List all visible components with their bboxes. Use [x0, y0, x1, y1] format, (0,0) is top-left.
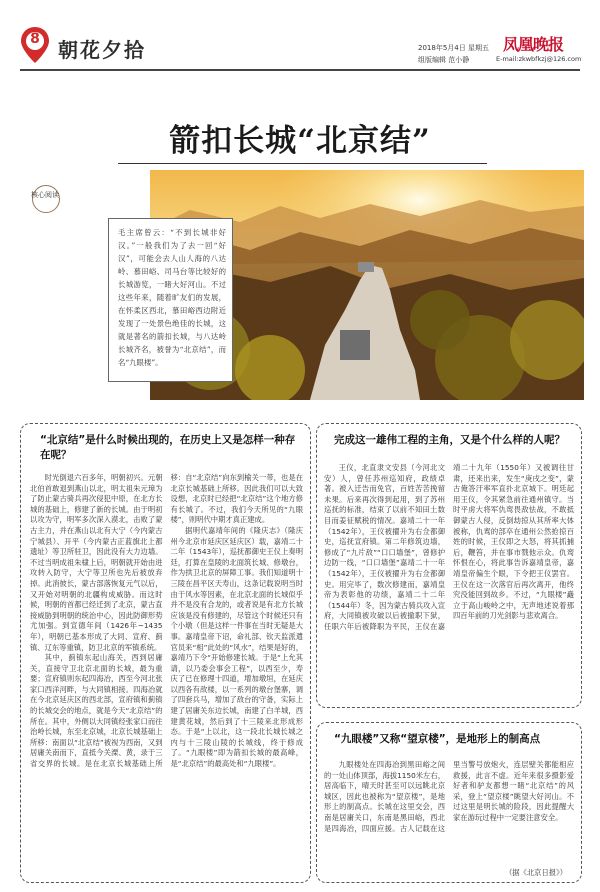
article-title: 箭扣长城“北京结”: [169, 123, 431, 159]
column-name: 朝花夕拾: [58, 38, 146, 62]
section-1-paragraph: 其中，蓟镇东起山海关，西到居庸关，直接守卫北京北面的长城，最为重要；宣府镇则东起四海冶，西至今河北张家口西洋河畔，与大同镇相接。四海冶就在今北京延庆区的西北部，宣府镇和蓟镇的长城交会的地点，就是今天“北京结”的所在。其中，外侧以大同镇经张家口而往治岭长城，东至北京城，北京长城基础上所移：南面以“北京结”被视为西南，又到居庸关南而下，直抵今关溧、黄，录于三省交界的长城。是在北京长城基础上所移：自“北京结”向东到榆关一带，也是在北京长城基础上所移。因此我们可以大致设想，北京时已经把“北京结”这个地方修有长城了。不过，我们今天所见的“九眼楼”，则明代中期才真正建成。: [30, 473, 303, 769]
section-3-body: [324, 760, 574, 866]
section-1-paragraph: 据明代嘉靖年间的《隆庆志》（隆庆州今北京市延庆区延庆区）载，嘉靖二十二年（1543年），巡抚都御史王仪上奏明廷，打算在皇陵的北面筑长城、修墩台，作为拱卫北京的屏障工事。我们知道明十三陵在昌平区天寿山，这条记载说明当时由于风水等因素，在北京北面的长城似乎并不是没有合龙的，或者说是有北方长城应该是没有修建的，尽管这个时候还只有个小墩（但是这样一件事在当时无疑是大事。嘉靖皇帝下诏，命礼部、钦天监派遣官员来“相”此处的“风水”，结果是好的，嘉靖乃下令“开始修建长城。于是“上允其请，以乃委会事会工程”，以西至少，寿庆了已在修理十四道，增加墩垣，在延庆以西各有敌楼，以一系列的墩台堡寨，调了四套兵马，增加了敌台的守备，实际上建了居庸关东边长城，南建了白羊城，西建黄花城，然后到了十三陵来北形成形态。于是“上以北，这一段北长城长城之内与十三陵山陵的长城线，终于修成了。“九眼楼”即为箭扣长城的最高峰，是“北京结”的最高处和“九眼楼”。: [170, 525, 303, 769]
section-1-heading: “北京结”是什么时候出现的，在历史上又是怎样一种存在呢？: [40, 434, 296, 461]
section-1-body: [30, 473, 303, 879]
section-1-paragraph: 时光倒退六百多年，明朝初兴。元朝北伯首敢退到燕山以北，明太祖朱元璋为了防止蒙古骑兵再次侵犯中原，在北方长城的基础上，修建了新的长城。由于明初以攻为守，明军多次深入漠北，击败了蒙古主力，并在燕山以北有大宁（今内蒙古宁城县）、开平（今内蒙古正蓝旗北上都遗址）等卫所驻卫，因此没有大力边墙。不过当明成祖朱棣上后，明朝就开始由进攻转入防守，大宁等卫所也先后被放弃掉。此消彼长，蒙古部落恢复元气以后，又开始对明朝的北疆构成威胁。而这时候，明朝的首都已经迁到了北京，蒙古直接威胁到明朝的统治中心，因此防御形势尤加强。到宣德年间（1426年~1435年），明朝已基本形成了大同、宣府、蓟镇、辽东等重镇，防卫北京的军镇系统。: [30, 473, 163, 652]
section-2-body: [324, 463, 574, 701]
source-credit: （据《北京日报》）: [505, 868, 568, 877]
issue-date: 2018年5月4日 星期五: [418, 44, 489, 52]
contact-email: E-mail:zkwbfkzj@126.com: [496, 55, 582, 63]
section-2-heading: 完成这一雄伟工程的主角，又是个什么样的人呢？: [334, 434, 565, 446]
core-reading-badge: 核心阅读: [28, 185, 64, 225]
section-3-paragraph: 九眼楼处在四海冶到黑田峪之间的一处山体顶部，海拔1150米左右，居高临下，晴天时甚至可以远眺北京城区，因此也被称为“望京楼”，是地形上的制高点。长城在这里交会，西南是居庸关口，东南是黑田峪，西北是四海冶，四面应援。古人记载在这里当警号放炮火，连层壁关都能相应救援，此言不虚。近年来很多摄影爱好者和驴友都想一睹“北京结”的风采，登上“望京楼”眺望大好河山。不过这里是明长城的险段，因此提醒大家在游玩过程中一定要注意安全。: [324, 760, 574, 833]
lead-quote: 毛主席曾云：“不到长城非好汉。”一般我们为了去一回“好汉”，可能会去人山人海的八达岭、慕田峪、司马台等比较好的长城游览，一睹大好河山。不过这些年来，随着旷友们的发展，在怀柔区西北，慕田峪西边附近发现了一处景色绝佳的长城，这就是著名的箭扣长城，与八达岭长城齐名，被誉为“北京结”，而名“九眼楼”。: [108, 218, 233, 382]
title-underline: [118, 163, 487, 164]
page-number: 8: [30, 31, 40, 47]
editor-credit: 组版编辑 范小静: [418, 56, 470, 64]
section-2-paragraph: 王仪，北直隶文安县（今河北文安）人，曾任苏州巡知府，政绩卓著。被入迁告而免官，百姓苦苦挽留未果。后来再次得到起用，到了苏州巡抚的标准，结束了以前不知田土数目而姜征赋税的情况。嘉靖二十一年（1542年），王仪被擢升为右佥都御史，巡抚宣府镇。第二年修筑边墙，修成了“九片敌”“口口墙堡”，曾修护边防一线，“口口墙堡”嘉靖二十一年（1542年），王仪被擢升为右佥都御史。用完毕了，数次修建而，嘉靖皇帝为表彰他的功绩，嘉靖二十二年（1544年）冬，因为蒙古骑兵攻入宣府，大同镇被攻破以后被撤职下狱，任职六年后被降职为平民，王仪在嘉靖二十九年（1550年）又被调往甘肃，还来出来，发生“庚戌之变”，蒙古俺答汗率军直扑北京城下。明廷起用王仪，令其紧急前往通州镇守。当时平虏大将军仇鸾畏敌怯战，不敢抵御蒙古人侵，反倒劫掠从其所率大体被称，仇鸾的部卒在通州公然抢掠百姓的时候，王仪即之大怒，将其抓捕后，鞭笞，并在事市戮他示众。仇鸾怀恨在心，将此事告诉嘉靖皇帝，嘉靖皇帝偏生个眼，下令把王仪罢官。王仪在这一次落官后再次离开，他终究没能回到故乡。不过，“九眼楼”矗立于高山峻岭之中，无声地述说着那四百年前的刀光剑影与悲欢离合。: [324, 463, 574, 631]
section-3-heading: “九眼楼”又称“望京楼”，是地形上的制高点: [334, 733, 541, 745]
page-header: [0, 0, 600, 74]
newspaper-logo: 凤凰晚报: [503, 35, 564, 54]
header-rule: [20, 69, 580, 71]
